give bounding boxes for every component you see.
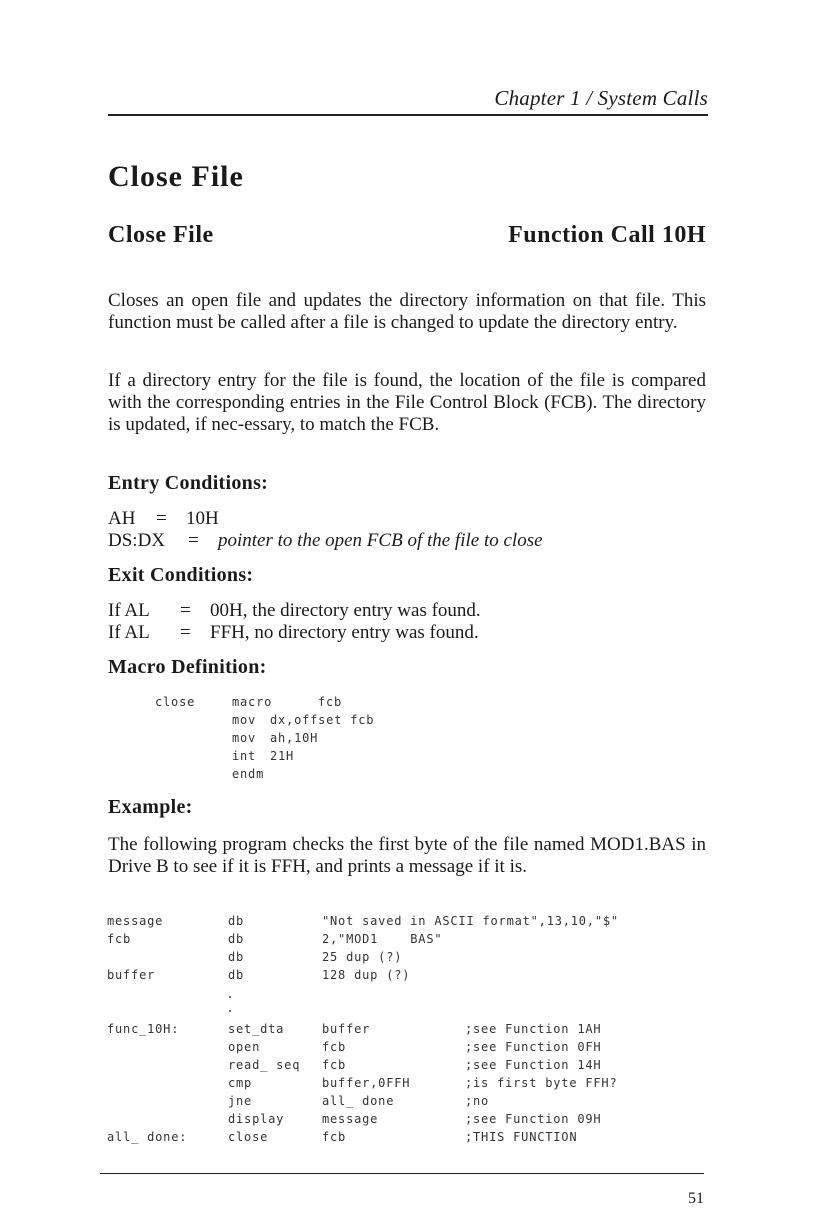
code-line — [155, 695, 343, 713]
running-head: Chapter 1 / System Calls — [494, 86, 708, 110]
equals-sign: = — [180, 600, 191, 621]
example-code-block — [107, 914, 707, 1154]
code-line — [107, 1130, 578, 1148]
code-arg: fcb — [322, 1130, 347, 1144]
condition-label: If AL — [108, 600, 150, 621]
register-value: pointer to the open FCB of the file to close — [218, 530, 543, 551]
code-line — [107, 1112, 602, 1130]
code-line — [107, 968, 411, 986]
entry-conditions-heading: Entry Conditions: — [108, 472, 269, 494]
code-label: fcb — [107, 932, 132, 946]
code-label: func_10H: — [107, 1022, 180, 1036]
code-label: buffer — [107, 968, 156, 982]
condition-value: 00H, the directory entry was found. — [210, 600, 481, 621]
header-rule — [108, 114, 708, 116]
code-arg: 21H — [270, 749, 295, 763]
code-line — [107, 914, 619, 932]
code-arg: 2,"MOD1 BAS" — [322, 932, 443, 946]
example-heading: Example: — [108, 796, 193, 818]
code-comment: ;see Function 09H — [465, 1112, 602, 1126]
code-op: set_dta — [228, 1022, 285, 1036]
code-line — [107, 1040, 602, 1058]
code-op: db — [228, 914, 245, 928]
code-comment: ;see Function 0FH — [465, 1040, 602, 1054]
code-op: read_ seq — [228, 1058, 301, 1072]
code-arg: 25 dup (?) — [322, 950, 403, 964]
code-arg: "Not saved in ASCII format",13,10,"$" — [322, 914, 619, 928]
description-paragraph: Closes an open file and updates the directory information on that file. This function must be called after a file is changed to update the directory entry. — [108, 290, 706, 333]
code-label: all_ done: — [107, 1130, 188, 1144]
code-label: message — [107, 914, 164, 928]
page-title: Close File — [108, 160, 244, 193]
function-call-title: Function Call 10H — [508, 222, 706, 248]
code-op: open — [228, 1040, 261, 1054]
entry-conditions — [108, 508, 708, 552]
exit-conditions — [108, 600, 708, 644]
code-line — [107, 1058, 602, 1076]
code-comment: ;no — [465, 1094, 490, 1108]
code-arg: all_ done — [322, 1094, 395, 1108]
code-op: macro — [232, 695, 273, 709]
code-op: endm — [232, 767, 265, 781]
code-line — [107, 1022, 602, 1040]
example-paragraph: The following program checks the first byte of the file named MOD1.BAS in Drive B to see if it is FFH, and prints a message if it is. — [108, 834, 706, 877]
condition-value: FFH, no directory entry was found. — [210, 622, 479, 643]
code-line — [155, 731, 319, 749]
code-line — [155, 749, 295, 767]
code-op: display — [228, 1112, 285, 1126]
code-line — [107, 1076, 618, 1094]
code-comment: ;THIS FUNCTION — [465, 1130, 578, 1144]
condition-label: If AL — [108, 622, 150, 643]
code-arg: fcb — [322, 1058, 347, 1072]
equals-sign: = — [180, 622, 191, 643]
macro-code-block — [155, 695, 555, 790]
code-op: mov — [232, 731, 257, 745]
code-arg: fcb — [318, 695, 343, 709]
code-label: close — [155, 695, 196, 709]
code-op: jne — [228, 1094, 253, 1108]
ellipsis-dot — [229, 996, 231, 998]
code-arg: dx,offset fcb — [270, 713, 375, 727]
code-comment: ;is first byte FFH? — [465, 1076, 618, 1090]
code-comment: ;see Function 1AH — [465, 1022, 602, 1036]
macro-definition-heading: Macro Definition: — [108, 656, 267, 678]
register-value: 10H — [186, 508, 219, 529]
code-line — [107, 932, 443, 950]
equals-sign: = — [188, 530, 199, 551]
code-arg: buffer,0FFH — [322, 1076, 411, 1090]
code-op: db — [228, 932, 245, 946]
footer-rule — [100, 1173, 704, 1174]
register-name: AH — [108, 508, 136, 529]
code-op: close — [228, 1130, 269, 1144]
code-op: mov — [232, 713, 257, 727]
description-paragraph: If a directory entry for the file is found, the location of the file is compared with the corresponding entries in the File Control Block (FCB). The directory is updated, if nec-essary, to match the FCB. — [108, 370, 706, 435]
code-op: db — [228, 950, 245, 964]
code-arg: message — [322, 1112, 379, 1126]
ellipsis-dot — [229, 1010, 231, 1012]
register-name: DS:DX — [108, 530, 166, 551]
code-arg: buffer — [322, 1022, 371, 1036]
code-line — [107, 1094, 490, 1112]
code-arg: 128 dup (?) — [322, 968, 411, 982]
code-arg: fcb — [322, 1040, 347, 1054]
code-line — [155, 713, 375, 731]
code-comment: ;see Function 14H — [465, 1058, 602, 1072]
code-line — [107, 950, 403, 968]
section-title: Close File — [108, 222, 214, 248]
page-number: 51 — [688, 1190, 704, 1207]
code-op: cmp — [228, 1076, 253, 1090]
exit-conditions-heading: Exit Conditions: — [108, 564, 254, 586]
code-arg: ah,10H — [270, 731, 319, 745]
code-line — [155, 767, 265, 785]
equals-sign: = — [156, 508, 167, 529]
code-op: db — [228, 968, 245, 982]
code-op: int — [232, 749, 257, 763]
